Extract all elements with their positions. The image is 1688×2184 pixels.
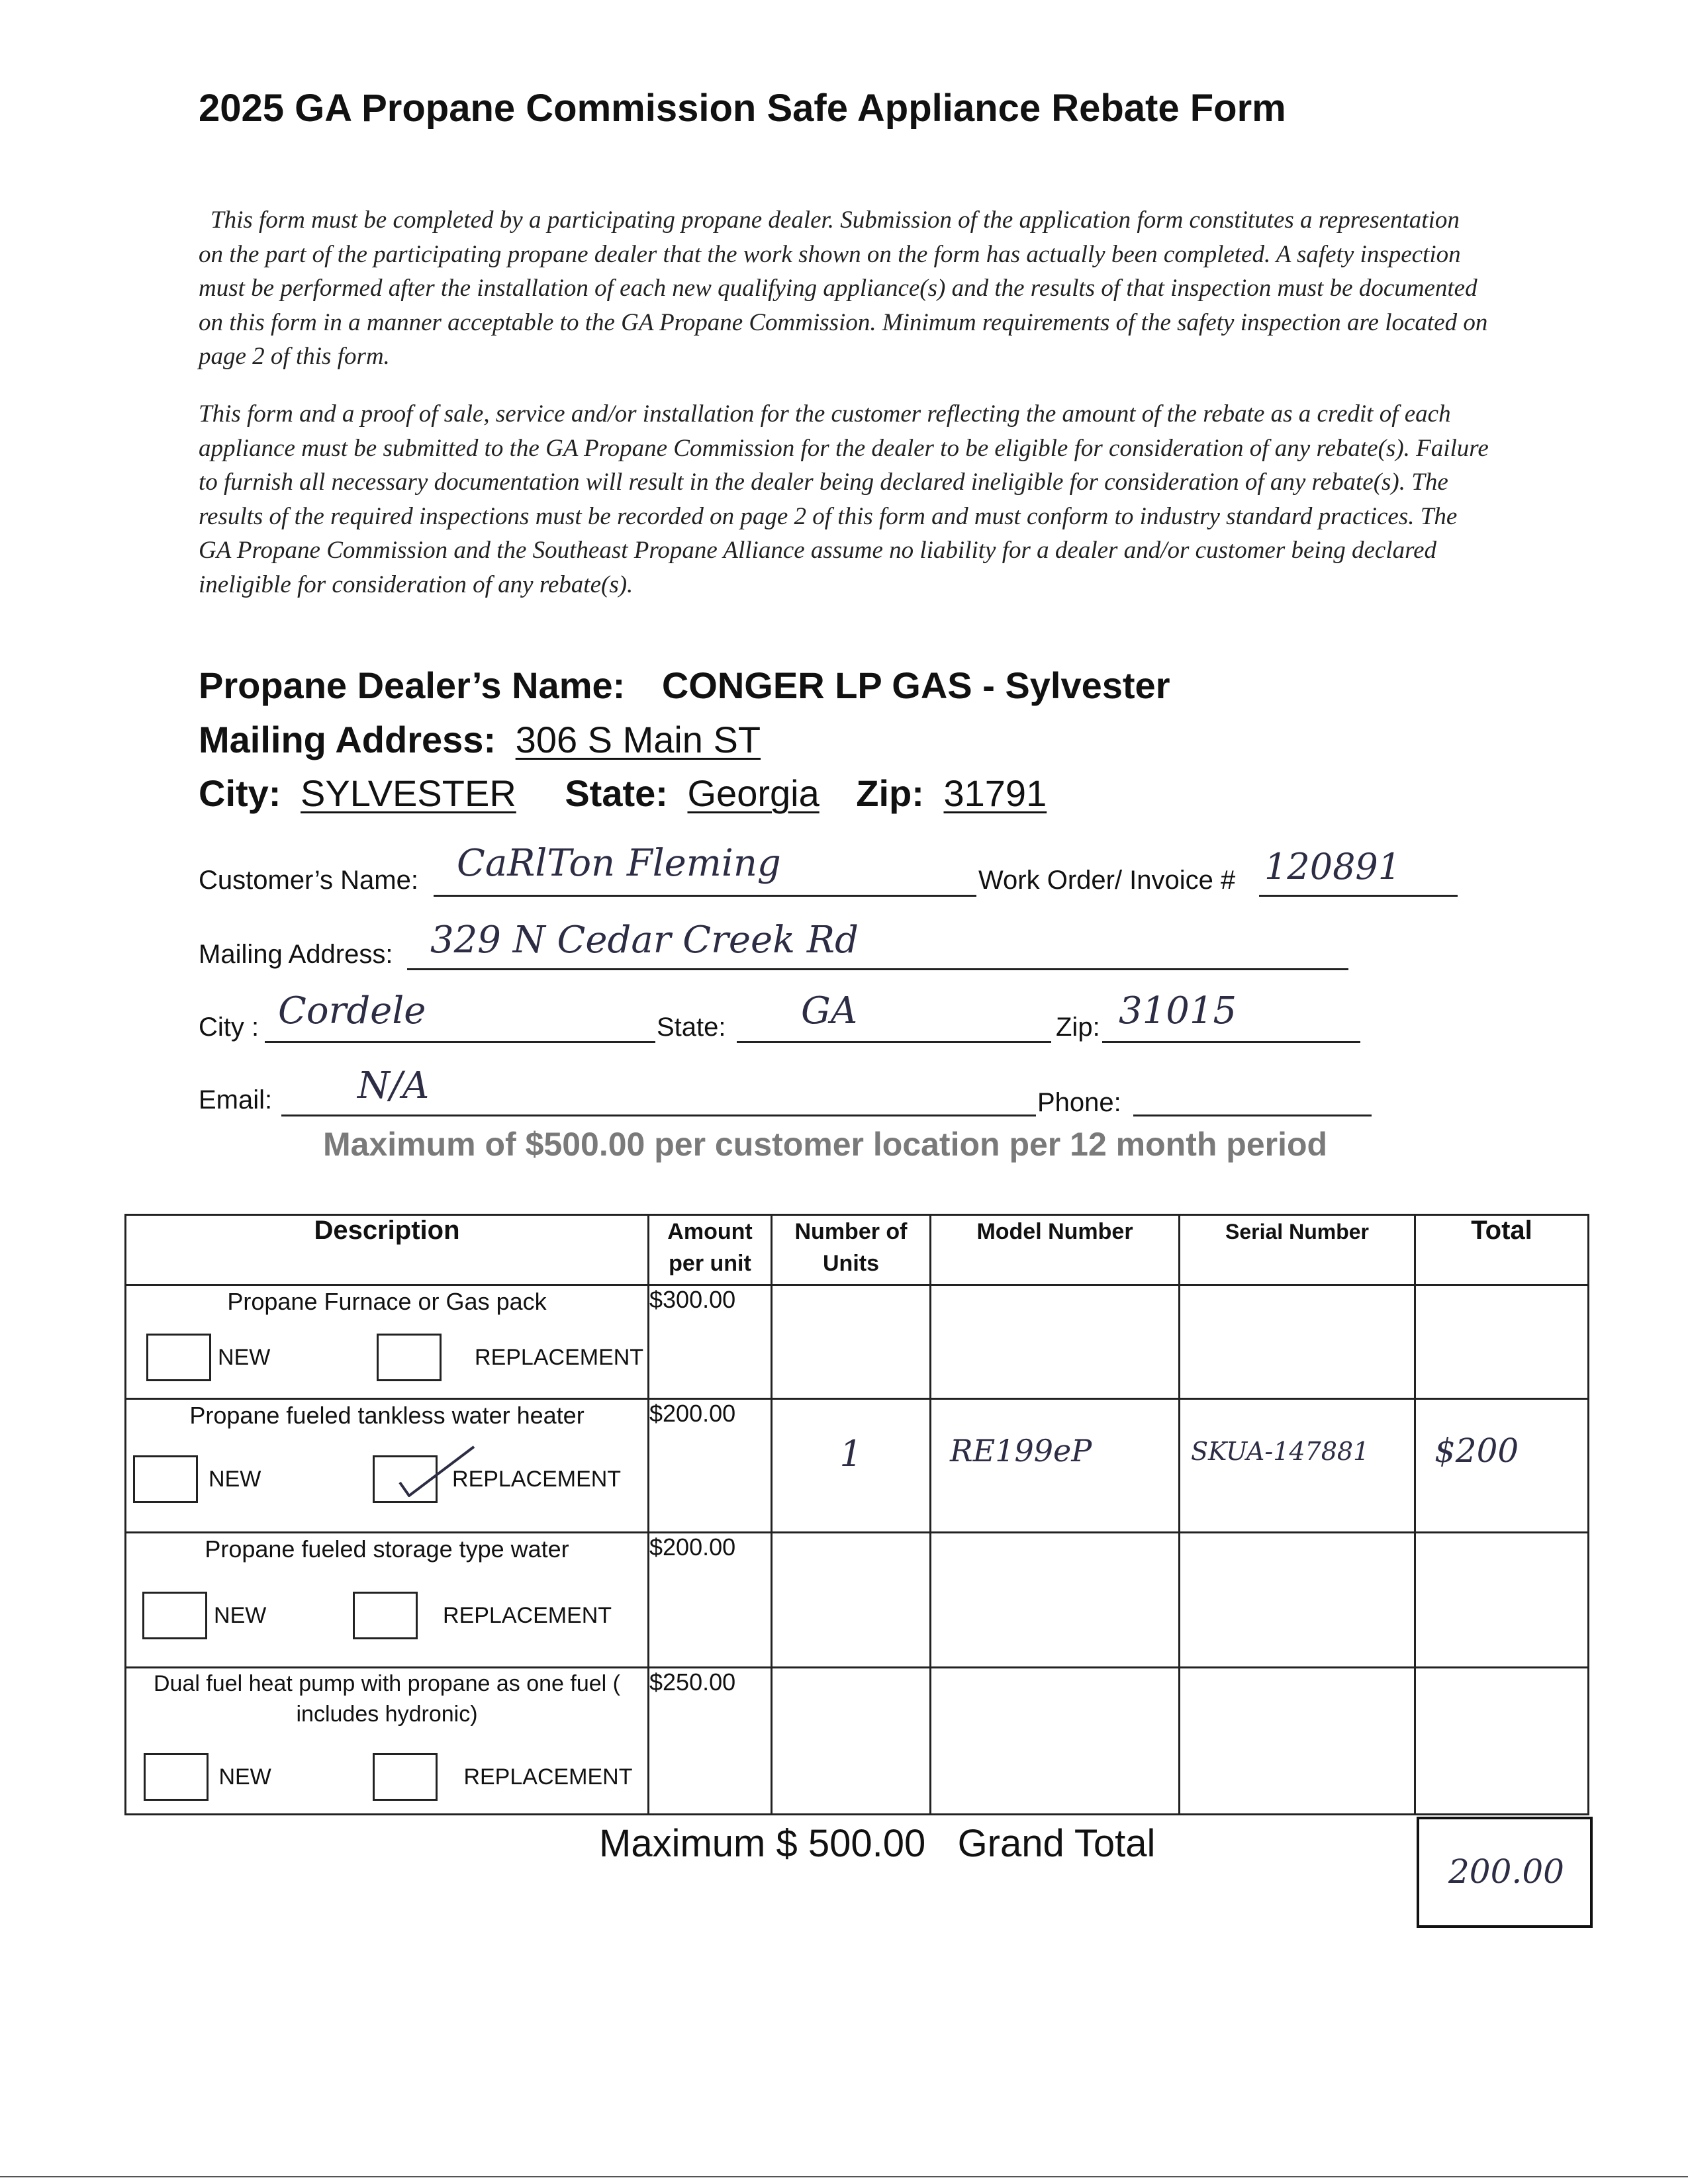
page-edge: [0, 2176, 1688, 2177]
new-label: NEW: [214, 1603, 267, 1628]
invoice-value[interactable]: 120891: [1264, 846, 1401, 887]
customer-state-value[interactable]: GA: [801, 989, 858, 1032]
replacement-label: REPLACEMENT: [443, 1603, 612, 1628]
table-row: [126, 1399, 1589, 1533]
dealer-zip-label: Zip: [856, 772, 912, 814]
row-model[interactable]: RE199eP: [931, 1399, 1180, 1533]
new-checkbox[interactable]: [142, 1592, 207, 1639]
dealer-name-value: CONGER LP GAS - Sylvester: [661, 664, 1170, 706]
row-model[interactable]: [931, 1285, 1180, 1399]
customer-email-value[interactable]: N/A: [357, 1064, 430, 1107]
row-description: Propane fueled storage type water: [205, 1535, 569, 1563]
row-total[interactable]: [1415, 1533, 1589, 1668]
row-units[interactable]: [772, 1668, 931, 1815]
grand-total-value[interactable]: 200.00: [1448, 1852, 1564, 1891]
customer-city-label: City :: [199, 1013, 259, 1042]
maximum-note: Maximum of $500.00 per customer location per 12 month period: [323, 1126, 1328, 1163]
dealer-name-label: Propane Dealer’s Name:: [199, 664, 626, 706]
col-header-description: Description: [126, 1215, 649, 1285]
row-serial[interactable]: [1180, 1285, 1415, 1399]
row-description: Propane Furnace or Gas pack: [227, 1288, 547, 1315]
customer-state-line: [737, 1041, 1051, 1043]
new-option: [133, 1455, 261, 1503]
col-header-total: Total: [1415, 1215, 1589, 1285]
row-serial[interactable]: [1180, 1533, 1415, 1668]
customer-address-value[interactable]: 329 N Cedar Creek Rd: [430, 919, 859, 962]
row-description-cell: [126, 1533, 649, 1668]
replacement-checkbox[interactable]: [373, 1753, 438, 1801]
row-serial[interactable]: [1180, 1668, 1415, 1815]
customer-address-label: Mailing Address:: [199, 940, 393, 969]
customer-name-value[interactable]: CaRlTon Fleming: [457, 842, 781, 885]
customer-zip-value[interactable]: 31015: [1119, 989, 1237, 1032]
row-total[interactable]: [1415, 1668, 1589, 1815]
dealer-state-value: Georgia: [687, 772, 820, 814]
customer-city-value[interactable]: Cordele: [278, 989, 426, 1032]
new-label: NEW: [218, 1345, 271, 1370]
grand-total-label: Maximum $ 500.00 Grand Total: [599, 1822, 1156, 1865]
row-units[interactable]: [772, 1285, 931, 1399]
row-units[interactable]: [772, 1533, 931, 1668]
row-serial[interactable]: SKUA-147881: [1180, 1399, 1415, 1533]
checkmark-icon: [395, 1444, 494, 1497]
customer-city-line: [265, 1041, 655, 1043]
col-header-serial: Serial Number: [1180, 1215, 1415, 1285]
row-description: Propane fueled tankless water heater: [189, 1402, 585, 1429]
new-label: NEW: [218, 1764, 271, 1790]
dealer-city-value: SYLVESTER: [301, 772, 516, 814]
dealer-city-label: City: [199, 772, 269, 814]
row-description: Dual fuel heat pump with propane as one fuel ( includes hydronic): [153, 1671, 620, 1727]
customer-email-line: [281, 1115, 1036, 1116]
dealer-city-row: City: SYLVESTER State: Georgia Zip: 31791: [199, 772, 1047, 814]
dealer-state-label: State: [565, 772, 656, 814]
replacement-checkbox[interactable]: [377, 1334, 442, 1381]
replacement-option: [373, 1753, 633, 1801]
customer-name-line: [434, 895, 976, 897]
customer-phone-line: [1133, 1115, 1372, 1116]
col-header-units: Number of Units: [772, 1215, 931, 1285]
customer-name-label: Customer’s Name:: [199, 866, 418, 895]
replacement-option: [377, 1334, 643, 1381]
row-model[interactable]: [931, 1668, 1180, 1815]
dealer-name-row: [199, 664, 1170, 707]
row-amount: $200.00: [649, 1533, 772, 1668]
row-description-cell: [126, 1668, 649, 1815]
table-row: [126, 1533, 1589, 1668]
dealer-address-value: 306 S Main ST: [515, 719, 761, 760]
row-amount: $200.00: [649, 1399, 772, 1533]
replacement-checkbox[interactable]: [353, 1592, 418, 1639]
row-amount: $300.00: [649, 1285, 772, 1399]
table-header-row: [126, 1215, 1589, 1285]
replacement-label: REPLACEMENT: [452, 1467, 622, 1492]
table-row: [126, 1285, 1589, 1399]
row-description-cell: [126, 1399, 649, 1533]
replacement-option: [373, 1455, 621, 1503]
row-units[interactable]: 1: [772, 1399, 931, 1533]
new-option: [146, 1334, 270, 1381]
replacement-option: [353, 1592, 612, 1639]
instructions-paragraph-2: This form and a proof of sale, service and/or installation for the customer reflecting the amount of the rebate as a credit of each appliance must be submitted to the GA Propane Commission for the dealer to be eligible for consideration of any rebate(s). Failure to furnish all necessary documentation will result in the dealer being declared ineligible for consideration of any rebate(s). The results of the required inspections must be recorded on page 2 of this form and must conform to industry standard practices. The GA Propane Commission and the Southeast Propane Alliance assume no liability for a dealer and/or customer being declared ineligible for consideration of any rebate(s).: [199, 400, 1489, 598]
invoice-line: [1259, 895, 1458, 897]
row-total[interactable]: $200: [1415, 1399, 1589, 1533]
customer-address-line: [407, 968, 1348, 970]
replacement-checkbox[interactable]: [373, 1455, 438, 1503]
customer-state-label: State:: [657, 1013, 726, 1042]
instructions-paragraph-1: This form must be completed by a participating propane dealer. Submission of the application form constitutes a representation on the part of the participating propane dealer that the work shown on the form has actually been completed. A safety inspection must be performed after the installation of each new qualifying appliance(s) and the results of that inspection must be documented on this form in a manner acceptable to the GA Propane Commission. Minimum requirements of the safety inspection are located on page 2 of this form.: [199, 206, 1488, 370]
dealer-address-label: Mailing Address: [199, 719, 484, 760]
new-checkbox[interactable]: [146, 1334, 211, 1381]
form-title: 2025 GA Propane Commission Safe Appliance Rebate Form: [199, 87, 1286, 130]
replacement-label: REPLACEMENT: [463, 1764, 633, 1790]
grand-total-box: [1417, 1817, 1593, 1928]
dealer-zip-value: 31791: [943, 772, 1047, 814]
new-option: [142, 1592, 266, 1639]
new-option: [144, 1753, 271, 1801]
row-description-cell: [126, 1285, 649, 1399]
row-amount: $250.00: [649, 1668, 772, 1815]
col-header-amount: Amount per unit: [649, 1215, 772, 1285]
row-total[interactable]: [1415, 1285, 1589, 1399]
new-label: NEW: [209, 1467, 261, 1492]
col-header-model: Model Number: [931, 1215, 1180, 1285]
customer-zip-label: Zip:: [1056, 1013, 1100, 1042]
replacement-label: REPLACEMENT: [475, 1345, 644, 1370]
dealer-address-row: Mailing Address: 306 S Main ST: [199, 719, 761, 760]
appliance-table: [124, 1214, 1589, 1815]
table-row: [126, 1668, 1589, 1815]
customer-email-label: Email:: [199, 1085, 273, 1115]
row-model[interactable]: [931, 1533, 1180, 1668]
customer-zip-line: [1102, 1041, 1360, 1043]
customer-phone-label: Phone:: [1037, 1088, 1121, 1117]
invoice-label: Work Order/ Invoice #: [978, 866, 1236, 895]
new-checkbox[interactable]: [133, 1455, 198, 1503]
new-checkbox[interactable]: [144, 1753, 209, 1801]
